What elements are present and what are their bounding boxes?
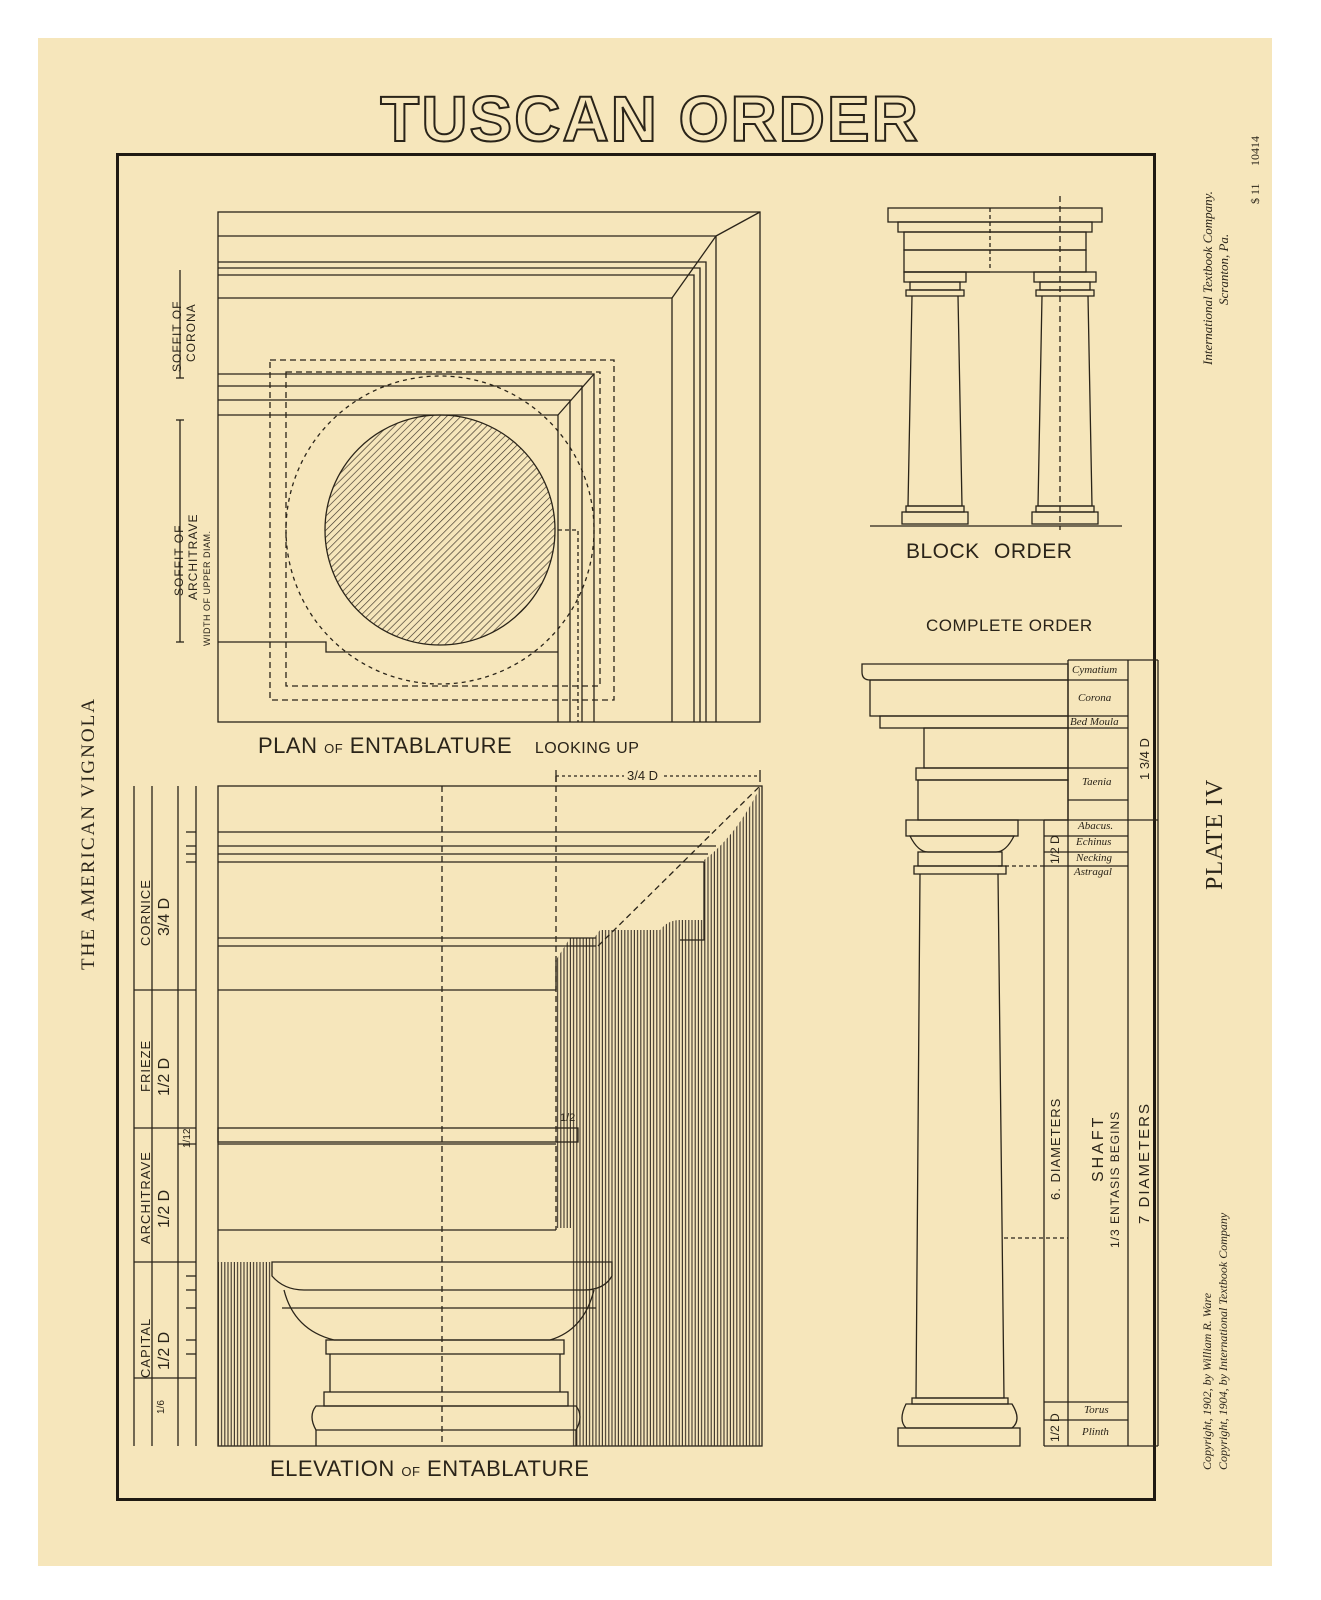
elevation-of-entablature [134,770,762,1446]
complete-order-drawing [862,660,1158,1446]
cornice-dim: 3/4 D [156,897,173,936]
copyright-line-1: Copyright, 1902, by William R. Ware [1200,1292,1214,1470]
soffit-architrave-label-3: WIDTH OF UPPER DIAM. [202,530,212,646]
part-necking: Necking [1076,852,1113,864]
catalog-section: $ 11 [1248,183,1262,204]
part-taenia: Taenia [1082,776,1112,788]
frieze-dim: 1/2 D [156,1057,173,1096]
plan-caption-tail: LOOKING UP [534,740,640,757]
part-cymatium: Cymatium [1072,664,1118,676]
page-title: TUSCAN ORDER [380,83,920,155]
dim-capital: 1/2 D [1048,835,1062,864]
publisher-line-1: International Textbook Company. [1200,191,1215,365]
capital-label: CAPITAL [138,1317,153,1378]
entasis-label: 1/3 ENTASIS BEGINS [1108,1110,1122,1248]
part-echinus: Echinus [1076,836,1112,848]
soffit-corona-label-1: SOFFIT OF [170,300,184,372]
part-abacus: Abacus. [1078,820,1114,832]
capital-dim: 1/2 D [156,1331,173,1370]
shaft-label: SHAFT [1090,1114,1107,1182]
plan-caption-main: PLAN [258,733,318,758]
soffit-corona-label-2: CORONA [184,303,198,362]
elevation-top-dim: 3/4 D [624,768,661,783]
part-corona: Corona [1078,692,1112,704]
block-order-drawing [870,196,1122,530]
dim-total-diameters: 7 DIAMETERS [1136,1101,1153,1224]
soffit-architrave-label-2: ARCHITRAVE [186,513,200,600]
dim-entablature: 1 3/4 D [1137,738,1152,780]
complete-order-caption: COMPLETE ORDER [926,616,1093,635]
cornice-label: CORNICE [138,879,153,946]
frieze-label: FRIEZE [138,1039,153,1092]
architrave-label: ARCHITRAVE [138,1151,153,1244]
plate-number: PLATE IV [1202,778,1228,890]
elevation-caption-rest: ENTABLATURE [427,1456,590,1481]
copyright-line-2: Copyright, 1904, by International Textbook Company [1216,1212,1230,1470]
block-order-caption: BLOCK ORDER [906,540,1073,563]
plan-of-entablature [176,212,760,722]
twelfth-mark: 1/12 [182,1128,193,1148]
part-plinth: Plinth [1082,1426,1109,1438]
plan-caption-rest: ENTABLATURE [349,733,513,758]
sixth-mark: 1/6 [156,1400,167,1414]
publisher-line-2: Scranton, Pa. [1216,233,1231,305]
architrave-dim: 1/2 D [156,1189,173,1228]
plan-caption-of: OF [324,741,344,756]
dim-shaft-diameters: 6. DIAMETERS [1048,1097,1063,1200]
elevation-half-mark: 1/2 [560,1112,576,1124]
part-torus: Torus [1084,1404,1109,1416]
plan-caption [258,733,639,759]
soffit-architrave-label-1: SOFFIT OF [172,524,186,596]
catalog-number: 10414 [1248,136,1262,166]
side-title: THE AMERICAN VIGNOLA [78,697,99,970]
elevation-caption-of: OF [401,1464,421,1479]
dim-base: 1/2 D [1048,1413,1062,1442]
part-bed-moula: Bed Moula [1070,716,1119,728]
part-astragal: Astragal [1074,866,1112,878]
elevation-caption [270,1456,589,1482]
elevation-caption-main: ELEVATION [270,1456,395,1481]
